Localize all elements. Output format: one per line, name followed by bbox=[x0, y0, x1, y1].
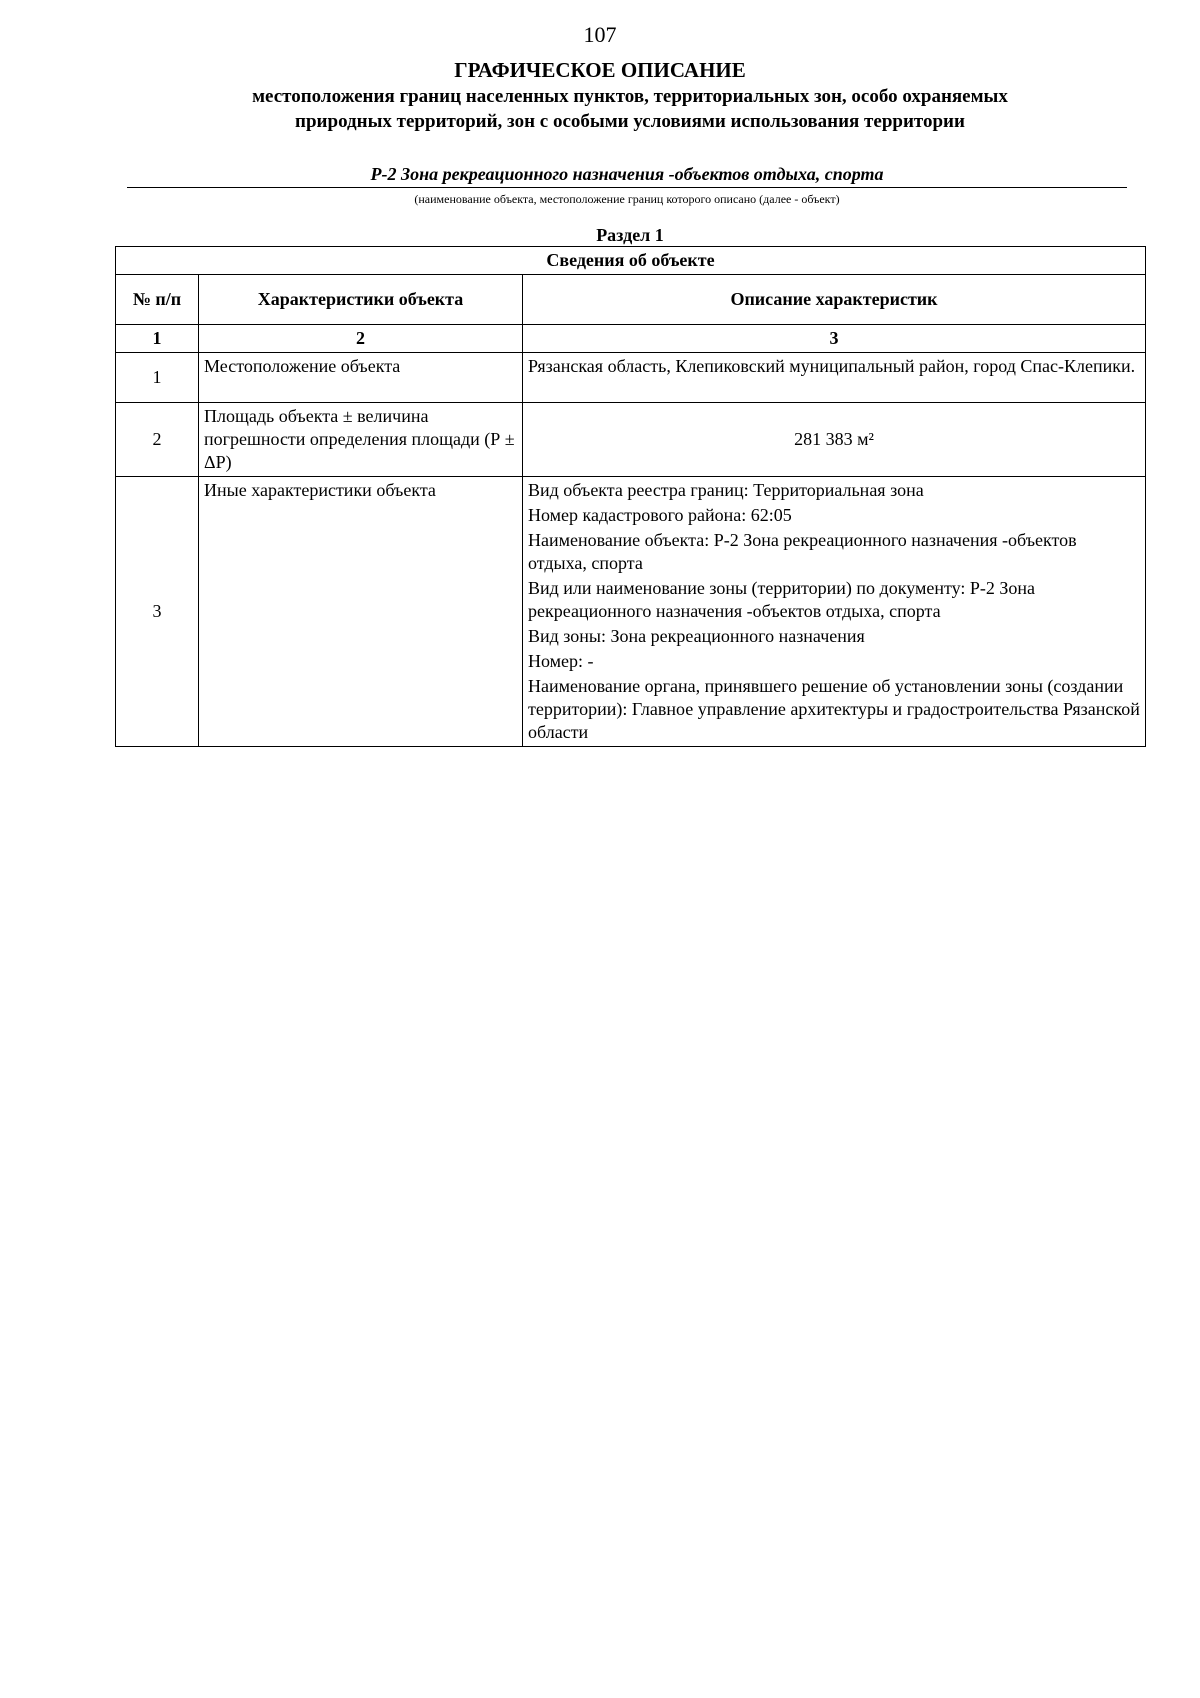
column-number: 3 bbox=[523, 325, 1146, 353]
table-caption-row bbox=[116, 247, 1146, 275]
object-name-underline bbox=[127, 187, 1127, 188]
header-description: Описание характеристик bbox=[523, 275, 1146, 325]
description-line: Наименование объекта: Р-2 Зона рекреационного назначения -объектов отдыха, спорта bbox=[528, 530, 1077, 573]
document-subtitle: местоположения границ населенных пунктов, территориальных зон, особо охраняемых природных территорий, зон с особыми условиями использования территории bbox=[252, 86, 1008, 132]
header-number: № п/п bbox=[116, 275, 199, 325]
page-number: 107 bbox=[583, 22, 617, 47]
description-line: Вид зоны: Зона рекреационного назначения bbox=[528, 626, 865, 646]
column-number: 1 bbox=[116, 325, 199, 353]
description-line: Вид или наименование зоны (территории) по документу: Р-2 Зона рекреационного назначения -объектов отдыха, спорта bbox=[528, 578, 1036, 621]
row-number: 2 bbox=[116, 403, 199, 477]
row-description: 281 383 м² bbox=[523, 403, 1146, 477]
description-line: Вид объекта реестра границ: Территориальная зона bbox=[528, 480, 924, 500]
description-line: Номер: - bbox=[528, 651, 594, 671]
section-title: Раздел 1 bbox=[596, 225, 664, 245]
table-row bbox=[116, 353, 1146, 403]
object-name-caption: (наименование объекта, местоположение границ которого описано (далее - объект) bbox=[414, 192, 840, 206]
table-row bbox=[116, 477, 1146, 747]
table-row bbox=[116, 403, 1146, 477]
row-characteristic: Местоположение объекта bbox=[199, 353, 523, 403]
description-line: Наименование органа, принявшего решение об установлении зоны (создании территории): Главное управление архитектуры и градостроительства Рязанской области bbox=[528, 676, 1140, 742]
description-line: Номер кадастрового района: 62:05 bbox=[528, 505, 792, 525]
table-caption: Сведения об объекте bbox=[116, 247, 1146, 275]
header-characteristic: Характеристики объекта bbox=[199, 275, 523, 325]
row-characteristic: Иные характеристики объекта bbox=[199, 477, 523, 747]
row-description: Рязанская область, Клепиковский муниципальный район, город Спас-Клепики. bbox=[523, 353, 1146, 403]
object-name: Р-2 Зона рекреационного назначения -объектов отдыха, спорта bbox=[370, 164, 884, 184]
object-info-table bbox=[115, 246, 1146, 747]
table-header-row bbox=[116, 275, 1146, 325]
row-number: 3 bbox=[116, 477, 199, 747]
document-title: ГРАФИЧЕСКОЕ ОПИСАНИЕ bbox=[454, 58, 746, 82]
column-number-row bbox=[116, 325, 1146, 353]
column-number: 2 bbox=[199, 325, 523, 353]
row-description-list bbox=[523, 477, 1146, 747]
row-characteristic: Площадь объекта ± величина погрешности определения площади (Р ± ΔР) bbox=[199, 403, 523, 477]
row-number: 1 bbox=[116, 353, 199, 403]
